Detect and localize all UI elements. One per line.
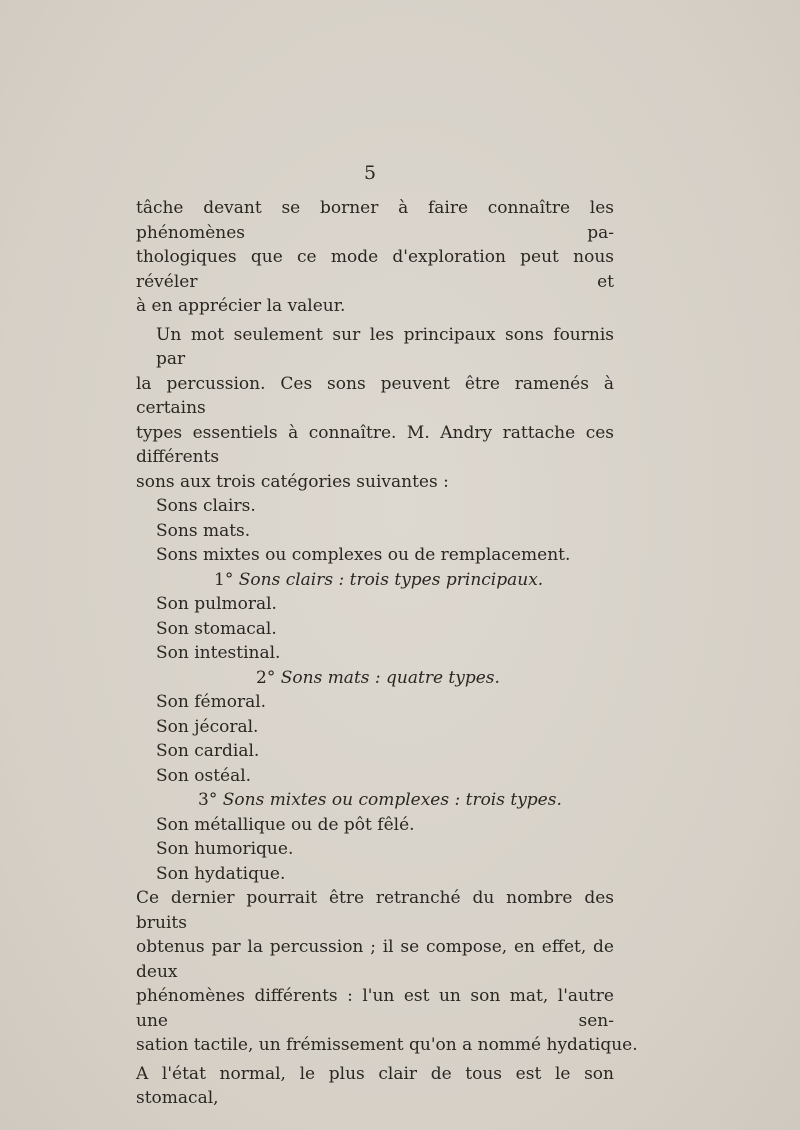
list-item: Son métallique ou de pôt fêlé. [156, 814, 415, 835]
section-number: 3° [198, 790, 218, 810]
text-line: A l'état normal, le plus clair de tous est le son stomacal, [136, 1063, 614, 1108]
text-line: Ce dernier pourrait être retranché du nombre des bruits [136, 888, 614, 933]
section-heading-3 [136, 788, 614, 813]
body-text [136, 196, 638, 1111]
list-item: Son cardial. [156, 741, 260, 761]
section-title: Sons mixtes ou complexes : trois types. [222, 790, 562, 810]
text-line: thologiques que ce mode d'exploration peut nous révéler et [136, 247, 614, 292]
list-item: Sons mats. [156, 520, 251, 541]
list-item: Son jécoral. [156, 716, 259, 737]
list-item: Son fémoral. [156, 692, 267, 712]
section-title: Sons clairs : trois types principaux. [238, 569, 544, 590]
section-title: Sons mats : quatre types. [280, 667, 500, 688]
list-item: Son hydatique. [156, 863, 286, 884]
text-line: obtenus par la percussion ; il se compose, en effet, de deux [136, 937, 614, 982]
section-heading-1 [136, 568, 614, 593]
text-line: la percussion. Ces sons peuvent être ramenés à certains [136, 373, 614, 418]
text-line: sation tactile, un frémissement qu'on a nommé hydatique. [136, 1035, 638, 1055]
text-line: types essentiels à connaître. M. Andry rattache ces différents [136, 422, 614, 467]
text-line: à en apprécier la valeur. [136, 296, 346, 316]
section-number: 2° [256, 667, 276, 688]
text-line: sons aux trois catégories suivantes : [136, 471, 449, 492]
list-item: Son intestinal. [156, 643, 281, 663]
text-line: Un mot seulement sur les principaux sons fournis par [156, 324, 614, 369]
list-item: Sons clairs. [156, 496, 256, 516]
list-item: Sons mixtes ou complexes ou de remplacement. [156, 545, 571, 565]
list-item: Son humorique. [156, 839, 294, 859]
list-item: Son stomacal. [156, 618, 277, 639]
list-item: Son ostéal. [156, 765, 252, 786]
text-line: phénomènes différents : l'un est un son mat, l'autre une sen- [136, 986, 614, 1031]
section-heading-2 [136, 666, 614, 691]
list-item: Son pulmoral. [156, 594, 277, 614]
text-line: tâche devant se borner à faire connaître les phénomènes pa- [136, 198, 614, 243]
section-number: 1° [214, 569, 234, 590]
page-number: 5 [363, 162, 377, 184]
